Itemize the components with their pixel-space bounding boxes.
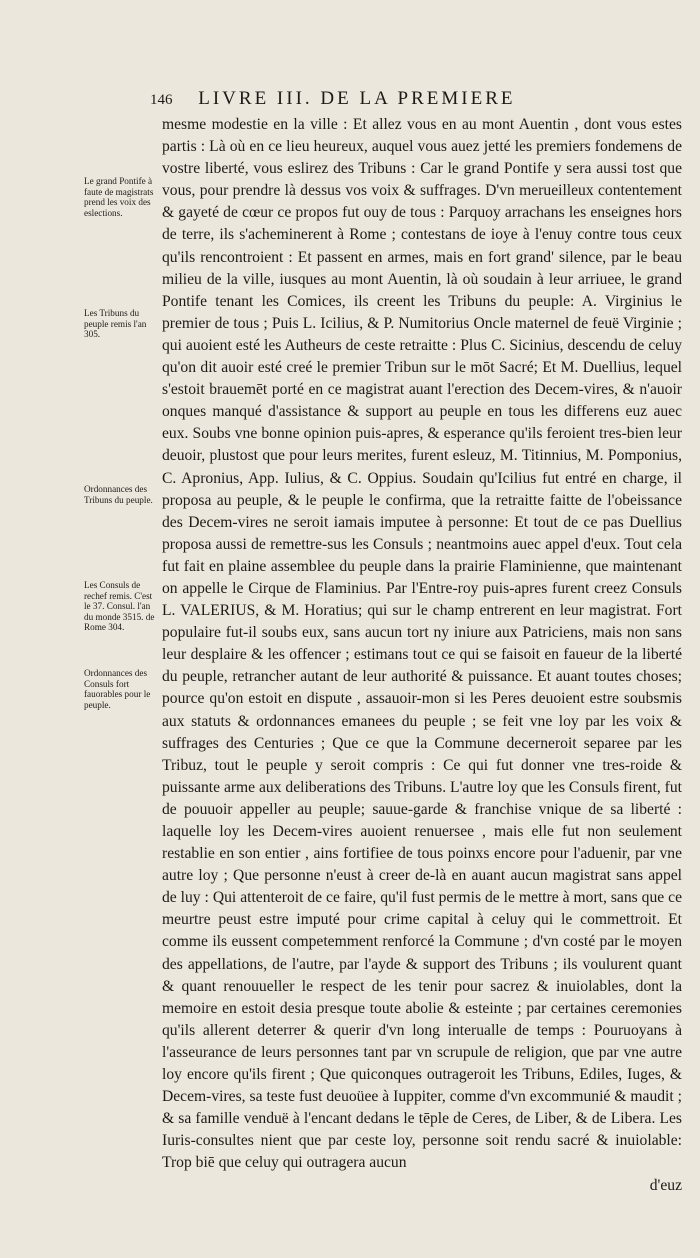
margin-note: Ordonnances des Consuls fort fauorables pour le peuple. (84, 668, 151, 710)
page-number: 146 (150, 92, 173, 108)
running-title: LIVRE III. DE LA PREMIERE (198, 88, 516, 109)
running-header (150, 88, 620, 110)
margin-note: Le grand Pontife à faute de magistrats prend les voix des eslections. (84, 176, 154, 218)
margin-note: Ordonnances des Tribuns du peuple. (84, 484, 153, 505)
body-text (162, 114, 682, 1197)
margin-note: Les Consuls de rechef remis. C'est le 37. Consul. l'an du monde 3515. de Rome 304. (84, 580, 155, 633)
catchword: d'euz (649, 1176, 682, 1194)
margin-note: Les Tribuns du peuple remis l'an 305. (84, 308, 147, 340)
body-paragraph: mesme modestie en la ville : Et allez vous en au mont Auentin , dont vous estes partis : Là où en ce lieu heureux, auquel vous auez jetté les premiers fondemens de vostre liberté, vous eslirez des Tribuns : Car le grand Pontife y sera aussi tost que vous, pour prendre là dessus vos voix & suffrages. D'vn merueilleux contentement & gayeté de cœur ce propos fut ouy de tous : Parquoy arrachans les enseignes hors de terre, ils s'acheminerent à Rome ; contestans de ioye à l'enuy contre tous ceux qu'ils rencontroient : Et passent en armes, mais en fort grand' silence, par le beau milieu de la ville, iusques au mont Auentin, là où soudain à leur arriuee, le grand Pontife tenant les Comices, ils creent les Tribuns du peuple: A. Virginius le premier de tous ; Puis L. Icilius, & P. Numitorius Oncle maternel de feuë Virginie ; qui auoient esté les Autheurs de ceste retraitte : Plus C. Sicinius, descendu de celuy qu'on dit auoir esté creé le premier Tribun sur le mōt Sacré; Et M. Duellius, lequel s'estoit brauemēt porté en ce magistrat auant l'erection des Decem-vires, & n'auoir onques manqué d'assistance & support au peuple en tous les differens euz auec eux. Soubs vne bonne opinion puis-apres, & esperance qu'ils feroient tres-bien leur deuoir, plustost que pour leurs merites, furent esleuz, M. Titinnius, M. Pomponius, C. Apronius, App. Iulius, & C. Oppius. Soudain qu'Icilius fut entré en charge, il proposa au peuple, & le peuple le confirma, que la retraitte faitte de l'obeissance des Decem-vires ne seroit iamais imputee à personne: Et tout de ce pas Duellius proposa aussi de remettre-sus les Consuls ; neantmoins auec appel d'eux. Tout cela fut fait en plaine assemblee du peuple dans la prairie Flaminienne, que maintenant on appelle le Cirque de Flaminius. Par l'Entre-roy puis-apres furent creez Consuls L. VALERIUS, & M. Horatius; qui sur le champ entrerent en leur magistrat. Fort populaire fut-il soubs eux, sans aucun tort ny iniure aux Patriciens, mais non sans leur desplaire & les offencer ; estimans tout ce qui se faisoit en faueur de la liberté du peuple, retrancher autant de leur authorité & puissance. Et auant toutes choses; pource qu'on estoit en dispute , assauoir-mon si les Peres deuoient estre soubsmis aux statuts & ordonnances emanees du peuple ; se feit vne loy par les voix & suffrages des Centuries ; Que ce que la Commune decerneroit separee par les Tribuz, tout le peuple y seroit compris : Ce qui fut donner vne tres-roide & puissante arme aux deliberations des Tribuns. L'autre loy que les Consuls firent, fut de pouuoir appeller au peuple; sauue-garde & franchise vnique de sa liberté : laquelle loy les Decem-vires auoient renuersee , mais elle fut non seulement restablie en son entier , ains fortifiee de tous poinxs encore pour l'aduenir, par vne autre loy ; Que personne n'eust à creer de-là en auant aucun magistrat sans appel de luy : Qui attenteroit de ce faire, qu'il fust permis de le mettre à mort, sans que ce meurtre peust estre imputé pour crime capital à celuy qui le commettroit. Et comme ils eussent competemment renforcé la Commune ; d'vn costé par le moyen des appellations, de l'autre, par l'ayde & support des Tribuns ; ils voulurent quant & quant renouueller le respect de les tenir pour sacrez & inuiolables, dont la memoire en estoit desia presque toute abolie & esteinte ; par certaines ceremonies qu'ils allerent deterrer & querir d'vn long interualle de temps : Pouruoyans à l'asseurance de leurs personnes tant par vn scrupule de religion, que par vne autre loy encore qu'ils firent ; Que quiconques outrageroit les Tribuns, Ediles, Iuges, & Decem-vires, sa teste fust deuoüee à Iuppiter, comme d'vn excommunié & maudit ; & sa famille venduë à l'encant dedans le tēple de Ceres, de Liber, & de Libera. Les Iuris-consultes nient que par ceste loy, personne soit rendu sacré & inuiolable: Trop biē que celuy qui outragera aucun (162, 116, 682, 1172)
